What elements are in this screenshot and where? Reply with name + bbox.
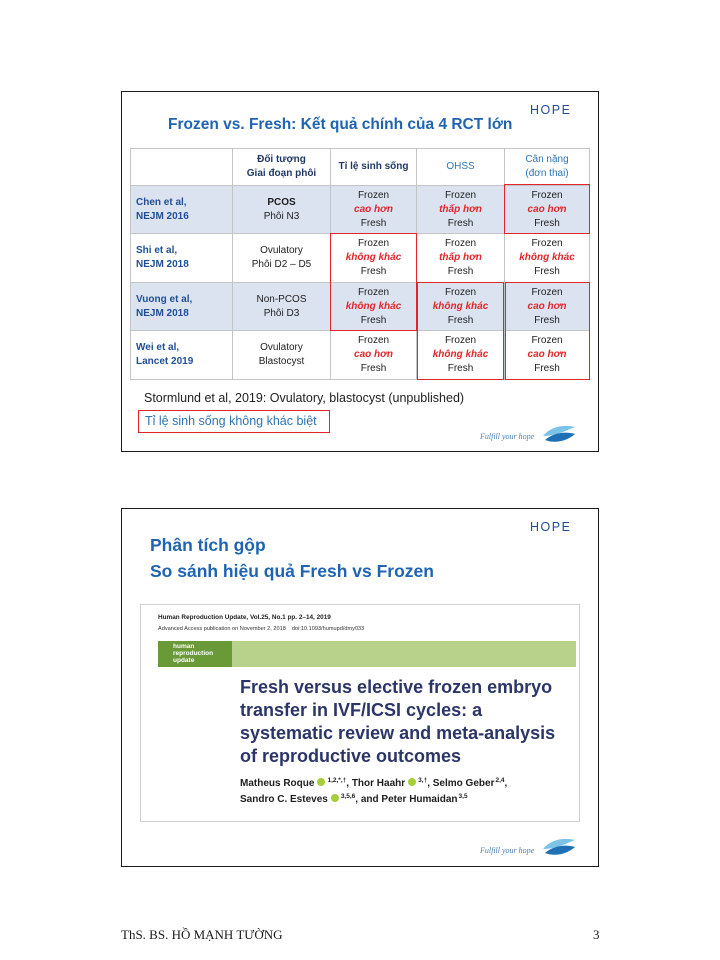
birth-weight-cell <box>505 331 590 380</box>
orcid-icon <box>408 778 416 786</box>
slide-title-line2: So sánh hiệu quả Fresh vs Frozen <box>150 561 434 581</box>
ohss-cell <box>417 331 505 380</box>
study-authors: Chen et al, <box>136 196 187 208</box>
outcome-fresh-label: Fresh <box>447 314 474 326</box>
header-live-birth <box>331 149 417 186</box>
paper-title-line: Fresh versus elective frozen embryo <box>240 677 553 697</box>
outcome-result: cao hơn <box>527 300 567 312</box>
outcome-frozen-label: Frozen <box>531 238 563 249</box>
slide-rct-comparison <box>121 91 599 452</box>
subject-cell <box>233 331 331 380</box>
outcome-fresh-label: Fresh <box>360 217 387 229</box>
subject-embryo-stage: Phôi D3 <box>263 307 300 319</box>
ohss-cell <box>417 186 505 234</box>
tagline: Fulfill your hope <box>480 432 535 441</box>
header-subject-line2: Giai đoạn phôi <box>246 168 317 179</box>
conclusion-callout: Tỉ lệ sinh sống không khác biệt <box>138 410 330 433</box>
tagline: Fulfill your hope <box>480 846 535 855</box>
outcome-frozen-label: Frozen <box>357 286 390 298</box>
journal-citation: Human Reproduction Update, Vol.25, No.1 pp. 2–14, 2019 <box>158 614 331 621</box>
author-line <box>240 776 507 792</box>
outcome-result: cao hơn <box>527 349 567 360</box>
slide-title-line1: Phân tích gộp <box>150 535 266 555</box>
paper-header-image <box>140 604 580 822</box>
header-ohss <box>417 149 505 186</box>
outcome-result: không khác <box>345 252 402 263</box>
subject-population: Non-PCOS <box>256 293 307 305</box>
author-name: Matheus Roque <box>240 778 315 789</box>
outcome-frozen-label: Frozen <box>444 335 477 346</box>
header-birth-weight-line1: Cân nặng <box>525 154 569 165</box>
birth-weight-cell <box>505 186 590 234</box>
subject-cell <box>233 283 331 331</box>
live-birth-cell <box>331 186 417 234</box>
outcome-fresh-label: Fresh <box>447 217 474 229</box>
outcome-frozen-label: Frozen <box>357 335 390 346</box>
paper-title-line: of reproductive outcomes <box>240 746 462 766</box>
subject-cell <box>233 186 331 234</box>
hope-leaf-logo-icon <box>540 836 576 857</box>
header-subject-line1: Đối tượng <box>257 154 306 165</box>
outcome-frozen-label: Frozen <box>531 286 563 298</box>
journal-badge <box>158 641 232 667</box>
orcid-icon <box>317 778 325 786</box>
live-birth-cell <box>331 331 417 380</box>
subject-population: Ovulatory <box>260 342 303 353</box>
slide-meta-analysis <box>121 508 599 867</box>
outcome-result: thấp hơn <box>439 203 482 215</box>
subject-population: Ovulatory <box>260 245 303 256</box>
outcome-result: không khác <box>519 252 575 263</box>
author-separator: , <box>346 778 352 789</box>
rct-results-table <box>130 148 590 380</box>
author-name: Selmo Geber <box>432 778 495 789</box>
study-cell <box>131 331 233 380</box>
outcome-fresh-label: Fresh <box>447 363 474 374</box>
outcome-result: không khác <box>432 349 489 360</box>
outcome-result: cao hơn <box>354 203 393 215</box>
header-birth-weight <box>505 149 590 186</box>
study-journal: NEJM 2018 <box>136 259 189 270</box>
study-journal: Lancet 2019 <box>136 356 194 367</box>
birth-weight-cell <box>505 234 590 283</box>
outcome-frozen-label: Frozen <box>357 189 390 201</box>
author-affiliation: 2,4 <box>495 776 505 784</box>
slide-title: Frozen vs. Fresh: Kết quả chính của 4 RCT lớn <box>168 116 513 133</box>
subject-cell <box>233 234 331 283</box>
header-live-birth-label: Tỉ lệ sinh sống <box>338 161 409 172</box>
study-cell <box>131 234 233 283</box>
author-name: Sandro C. Esteves <box>240 794 328 805</box>
outcome-frozen-label: Frozen <box>444 286 477 298</box>
subject-embryo-stage: Phôi N3 <box>263 210 300 222</box>
journal-badge-line1: human <box>173 643 195 650</box>
subject-embryo-stage: Blastocyst <box>258 356 305 367</box>
author-name: Thor Haahr <box>351 778 406 789</box>
outcome-frozen-label: Frozen <box>444 189 477 201</box>
outcome-frozen-label: Frozen <box>531 335 563 346</box>
outcome-result: cao hơn <box>354 349 393 360</box>
hope-logo: HOPE <box>530 520 572 534</box>
live-birth-cell <box>331 283 417 331</box>
journal-badge-line3: update <box>173 657 195 664</box>
orcid-icon <box>331 794 339 802</box>
outcome-frozen-label: Frozen <box>444 238 477 249</box>
author-name: Peter Humaidan <box>381 794 458 805</box>
outcome-fresh-label: Fresh <box>447 266 474 277</box>
author-affiliation: 1,2,*,† <box>327 776 347 784</box>
study-cell <box>131 186 233 234</box>
journal-badge-line2: reproduction <box>173 650 214 657</box>
header-ohss-label: OHSS <box>446 161 475 172</box>
footer-author: ThS. BS. HỒ MẠNH TƯỜNG <box>121 927 283 942</box>
header-subject <box>233 149 331 186</box>
author-separator: , and <box>355 794 382 805</box>
study-cell <box>131 283 233 331</box>
paper-title-line: systematic review and meta-analysis <box>240 723 556 743</box>
author-affiliation: 3,5 <box>458 792 468 800</box>
slide-title <box>150 532 434 584</box>
subject-population: PCOS <box>267 196 296 208</box>
author-list <box>240 776 507 808</box>
outcome-frozen-label: Frozen <box>531 189 563 201</box>
stormlund-note: Stormlund et al, 2019: Ovulatory, blastocyst (unpublished) <box>144 391 465 405</box>
author-affiliation: 3,5,6 <box>340 792 356 800</box>
paper-title <box>240 676 555 768</box>
author-separator: , <box>504 778 508 789</box>
study-authors: Wei et al, <box>136 342 180 353</box>
live-birth-cell <box>331 234 417 283</box>
header-birth-weight-line2: (đơn thai) <box>525 168 569 179</box>
ohss-cell <box>417 283 505 331</box>
access-line <box>158 625 364 633</box>
outcome-frozen-label: Frozen <box>357 238 390 249</box>
publication-date: Advanced Access publication on November 2, 2018 <box>158 626 286 632</box>
outcome-fresh-label: Fresh <box>360 314 387 326</box>
ohss-cell <box>417 234 505 283</box>
subject-embryo-stage: Phôi D2 – D5 <box>251 259 312 270</box>
author-line <box>240 792 507 808</box>
page-number: 3 <box>593 927 600 942</box>
outcome-fresh-label: Fresh <box>534 314 560 326</box>
outcome-result: không khác <box>432 300 489 312</box>
hope-logo: HOPE <box>530 103 572 117</box>
study-authors: Vuong et al, <box>136 293 193 305</box>
birth-weight-cell <box>505 283 590 331</box>
author-affiliation: 3,† <box>418 776 428 784</box>
outcome-result: không khác <box>345 300 402 312</box>
outcome-fresh-label: Fresh <box>534 217 560 229</box>
study-journal: NEJM 2018 <box>136 307 189 319</box>
outcome-result: cao hơn <box>527 203 567 215</box>
doi: doi:10.1093/humupd/dmy033 <box>291 626 365 632</box>
author-separator: , <box>427 778 433 789</box>
outcome-fresh-label: Fresh <box>360 266 387 277</box>
outcome-fresh-label: Fresh <box>534 363 560 374</box>
outcome-result: thấp hơn <box>439 252 482 263</box>
study-authors: Shi et al, <box>136 245 178 256</box>
journal-banner <box>158 641 576 667</box>
hope-leaf-logo-icon <box>540 423 576 444</box>
paper-title-line: transfer in IVF/ICSI cycles: a <box>240 700 483 720</box>
study-journal: NEJM 2016 <box>136 210 189 222</box>
outcome-fresh-label: Fresh <box>534 266 560 277</box>
outcome-fresh-label: Fresh <box>360 363 387 374</box>
header-empty-cell <box>131 149 233 186</box>
